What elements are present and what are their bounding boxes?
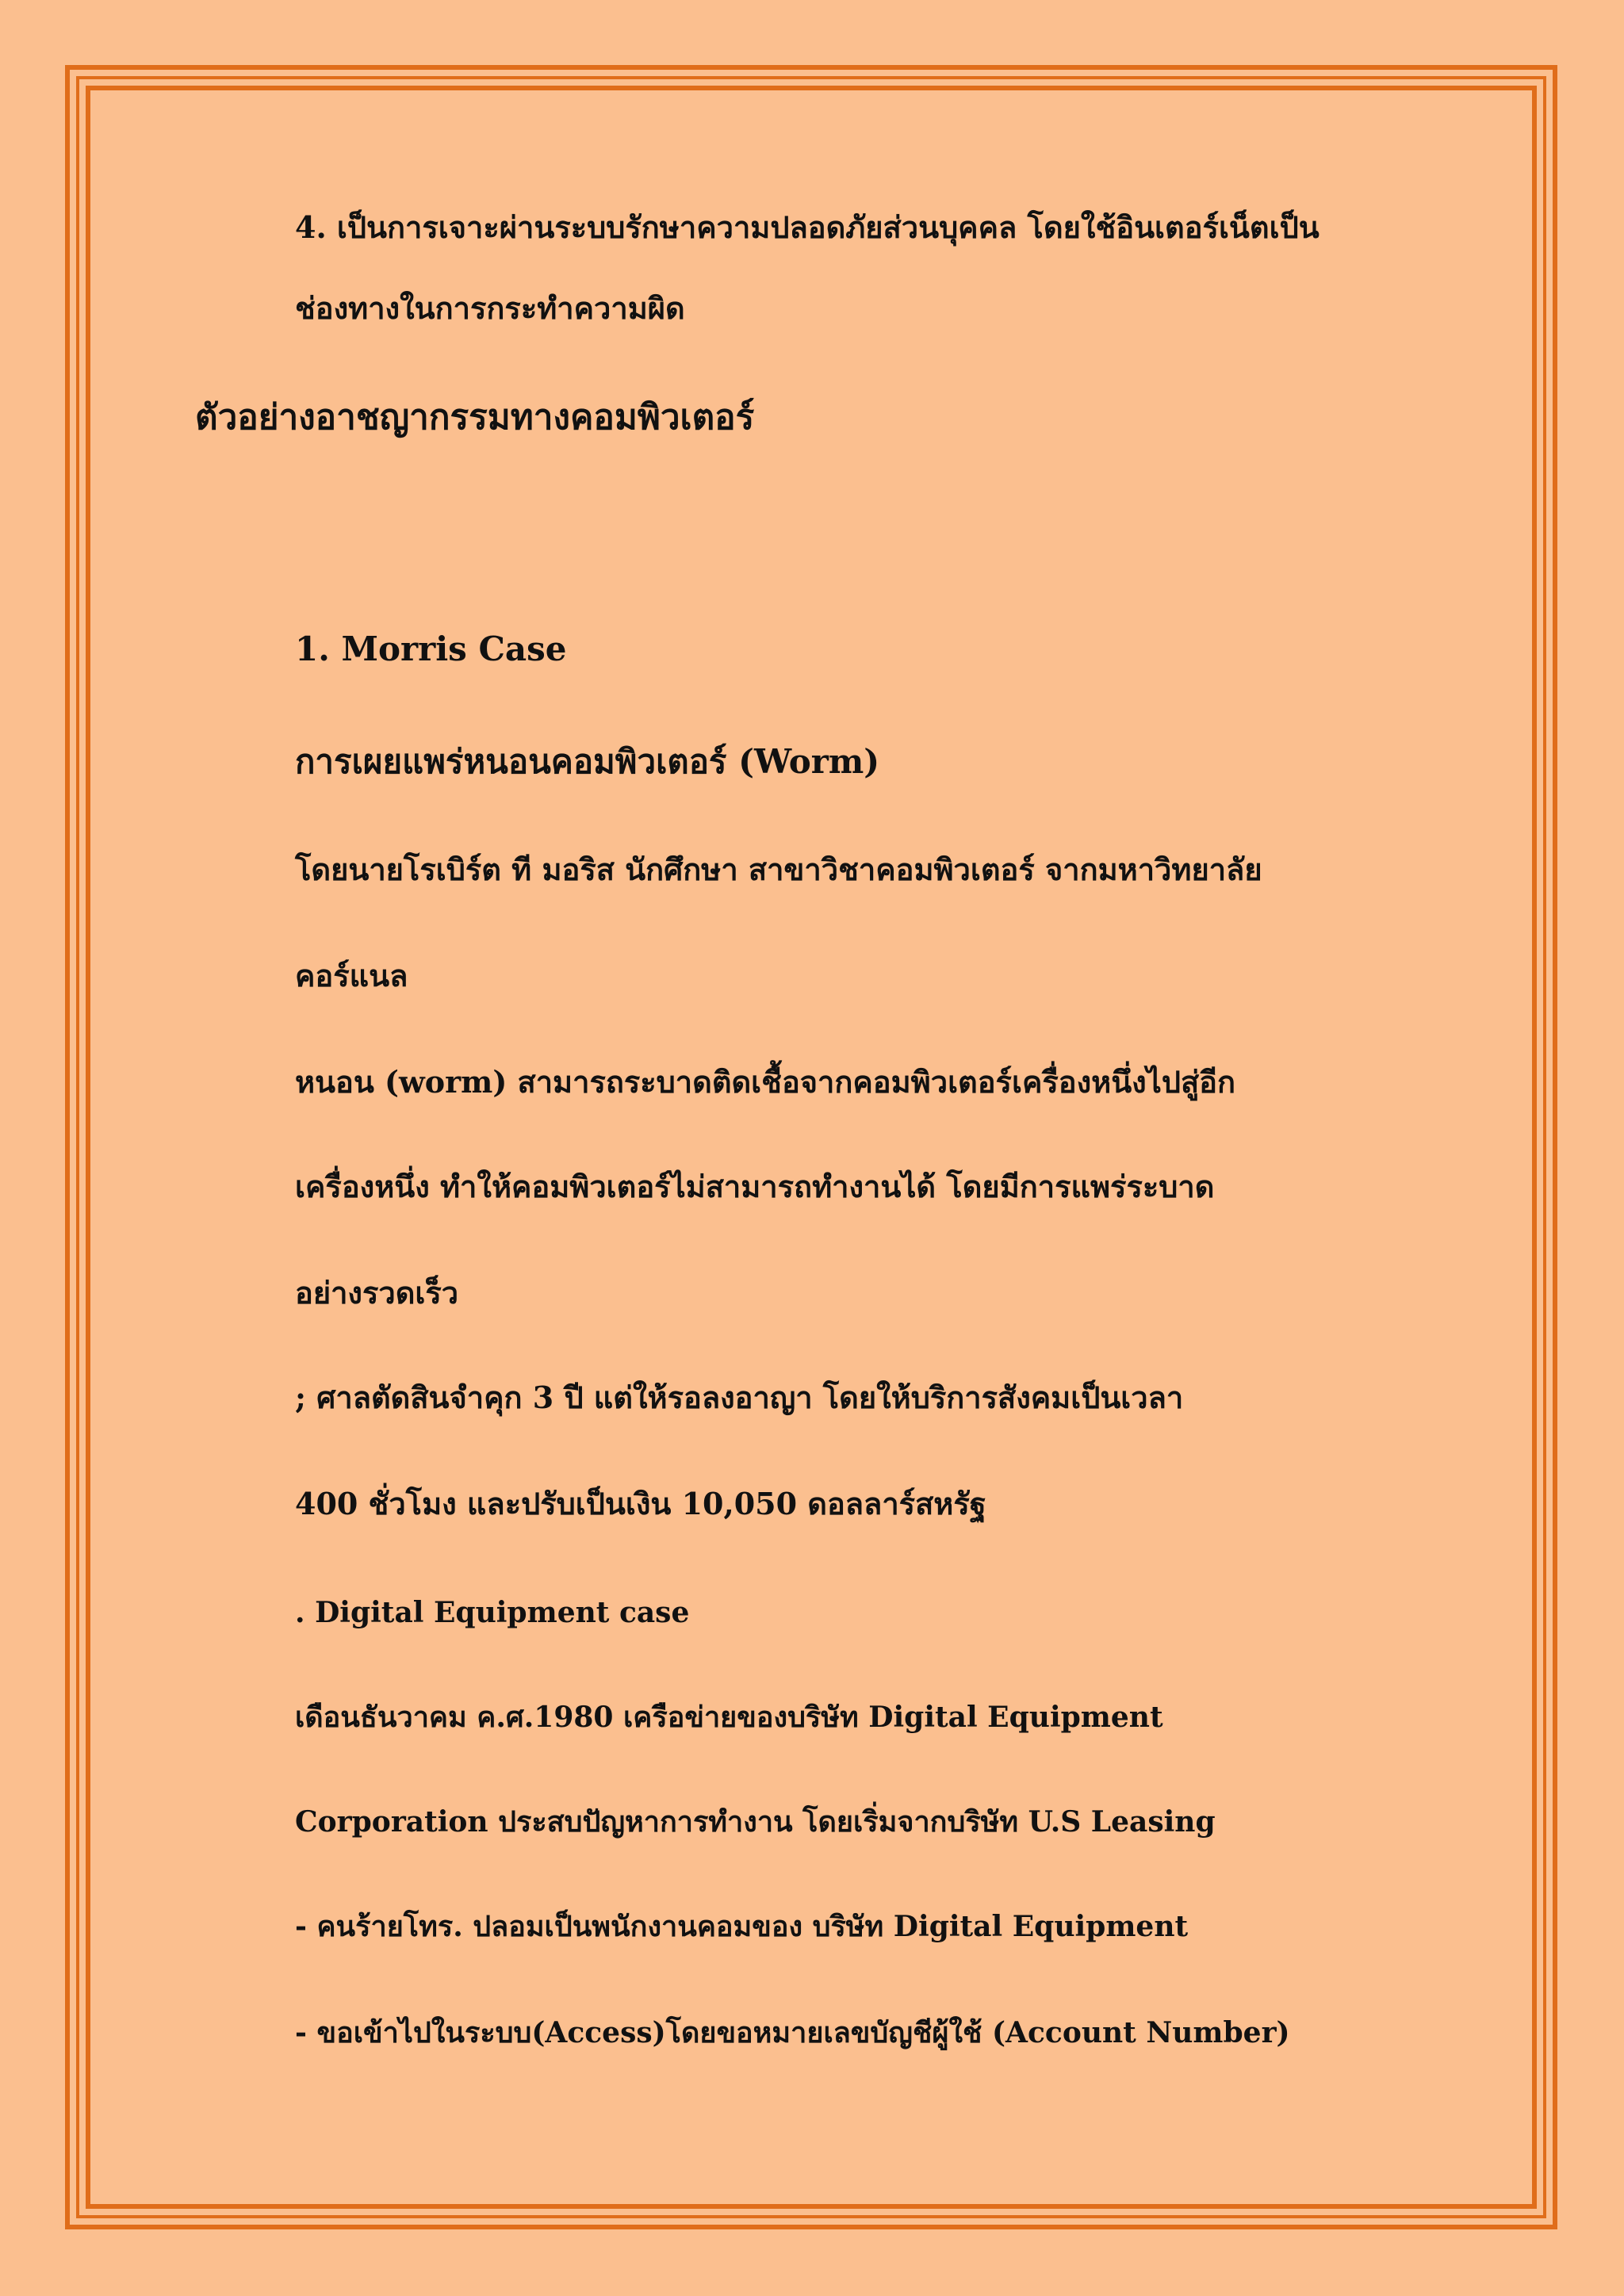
case2-line1: เดือนธันวาคม ค.ศ.1980 เครือข่ายของบริษัท Digital Equipment bbox=[295, 1701, 1163, 1734]
case1-title: 1. Morris Case bbox=[295, 629, 567, 668]
case2-line2: Corporation ประสบปัญหาการทำงาน โดยเริ่มจากบริษัท U.S Leasing bbox=[295, 1805, 1216, 1839]
case1-subtitle: การเผยแพร่หนอนคอมพิวเตอร์ (Worm) bbox=[295, 742, 880, 781]
case1-line6: ; ศาลตัดสินจำคุก 3 ปี แต่ให้รอลงอาญา โดยให้บริการสังคมเป็นเวลา bbox=[295, 1380, 1184, 1415]
case2-line3: - คนร้ายโทร. ปลอมเป็นพนักงานคอมของ บริษัท Digital Equipment bbox=[295, 1910, 1189, 1943]
case1-line4: เครื่องหนึ่ง ทำให้คอมพิวเตอร์ไม่สามารถทำงานได้ โดยมีการแพร่ระบาด bbox=[295, 1169, 1215, 1204]
section-heading: ตัวอย่างอาชญากรรมทางคอมพิวเตอร์ bbox=[195, 397, 755, 438]
item4-line2: ช่องทางในการกระทำความผิด bbox=[295, 290, 685, 326]
case2-line4: - ขอเข้าไปในระบบ(Access)โดยขอหมายเลขบัญชีผู้ใช้ (Account Number) bbox=[295, 2016, 1290, 2049]
case1-line5: อย่างรวดเร็ว bbox=[295, 1275, 459, 1311]
case1-line7: 400 ชั่วโมง และปรับเป็นเงิน 10,050 ดอลลาร์สหรัฐ bbox=[295, 1486, 986, 1521]
case2-title: . Digital Equipment case bbox=[295, 1596, 690, 1629]
case1-line2: คอร์แนล bbox=[295, 958, 408, 993]
item4-line1: 4. เป็นการเจาะผ่านระบบรักษาความปลอดภัยส่วนบุคคล โดยใช้อินเตอร์เน็ตเป็น bbox=[295, 209, 1320, 245]
case1-line3: หนอน (worm) สามารถระบาดติดเชื้อจากคอมพิวเตอร์เครื่องหนึ่งไปสู่อีก bbox=[295, 1064, 1235, 1100]
case1-line1: โดยนายโรเบิร์ต ที มอริส นักศึกษา สาขาวิชาคอมพิวเตอร์ จากมหาวิทยาลัย bbox=[295, 851, 1262, 887]
